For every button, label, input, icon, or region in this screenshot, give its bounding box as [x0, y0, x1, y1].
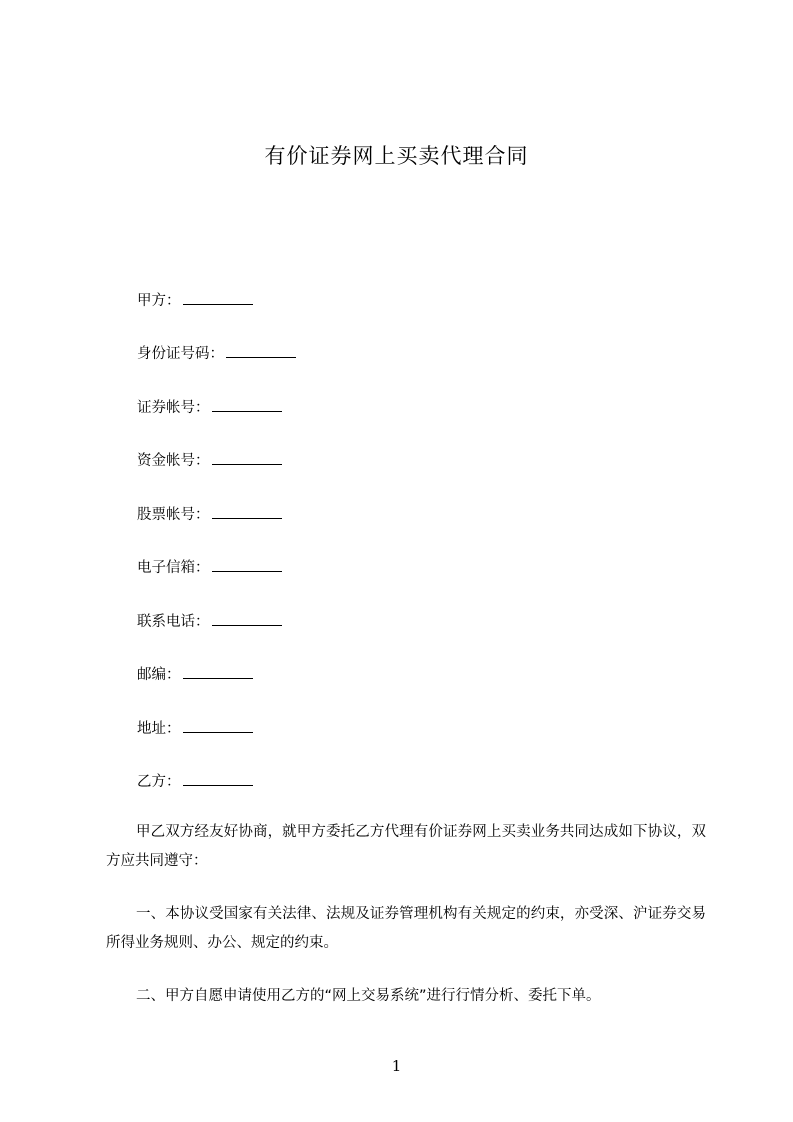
field-stock-account: [137, 505, 282, 525]
field-securities-account: [137, 398, 282, 418]
fill-blank: [183, 666, 253, 679]
document-title: 有价证券网上买卖代理合同: [264, 144, 529, 168]
paragraph-intro: 甲乙双方经友好协商，就甲方委托乙方代理有价证券网上买卖业务共同达成如下协议，双方应共同遵守：: [106, 824, 706, 869]
field-label: 乙方：: [137, 774, 181, 790]
paragraph-clause-2: 二、甲方自愿申请使用乙方的“网上交易系统”进行行情分析、委托下单。: [136, 988, 601, 1004]
fill-blank: [212, 506, 282, 519]
field-label: 资金帐号：: [137, 453, 210, 469]
page-number: 1: [391, 1057, 402, 1075]
field-address: [137, 719, 253, 739]
field-email: [137, 558, 282, 578]
paragraph-clause-1: 一、本协议受国家有关法律、法规及证券管理机构有关规定的约束，亦受深、沪证券交易所得业务规则、办公、规定的约束。: [106, 906, 706, 951]
fill-blank: [212, 452, 282, 465]
field-label: 股票帐号：: [137, 507, 210, 523]
field-phone: [137, 612, 282, 632]
field-fund-account: [137, 451, 282, 471]
field-label: 邮编：: [137, 667, 181, 683]
fill-blank: [183, 720, 253, 733]
fill-blank: [212, 613, 282, 626]
fill-blank: [212, 559, 282, 572]
field-label: 电子信箱：: [137, 560, 210, 576]
field-postcode: [137, 665, 253, 685]
field-label: 地址：: [137, 721, 181, 737]
fill-blank: [212, 399, 282, 412]
field-label: 甲方：: [137, 293, 181, 309]
fill-blank: [183, 292, 253, 305]
field-label: 联系电话：: [137, 614, 210, 630]
field-id-number: [137, 344, 296, 364]
field-label: 证券帐号：: [137, 400, 210, 416]
field-party-a: [137, 291, 253, 311]
fill-blank: [226, 345, 296, 358]
field-label: 身份证号码：: [137, 346, 224, 362]
fill-blank: [183, 773, 253, 786]
field-party-b: [137, 772, 253, 792]
